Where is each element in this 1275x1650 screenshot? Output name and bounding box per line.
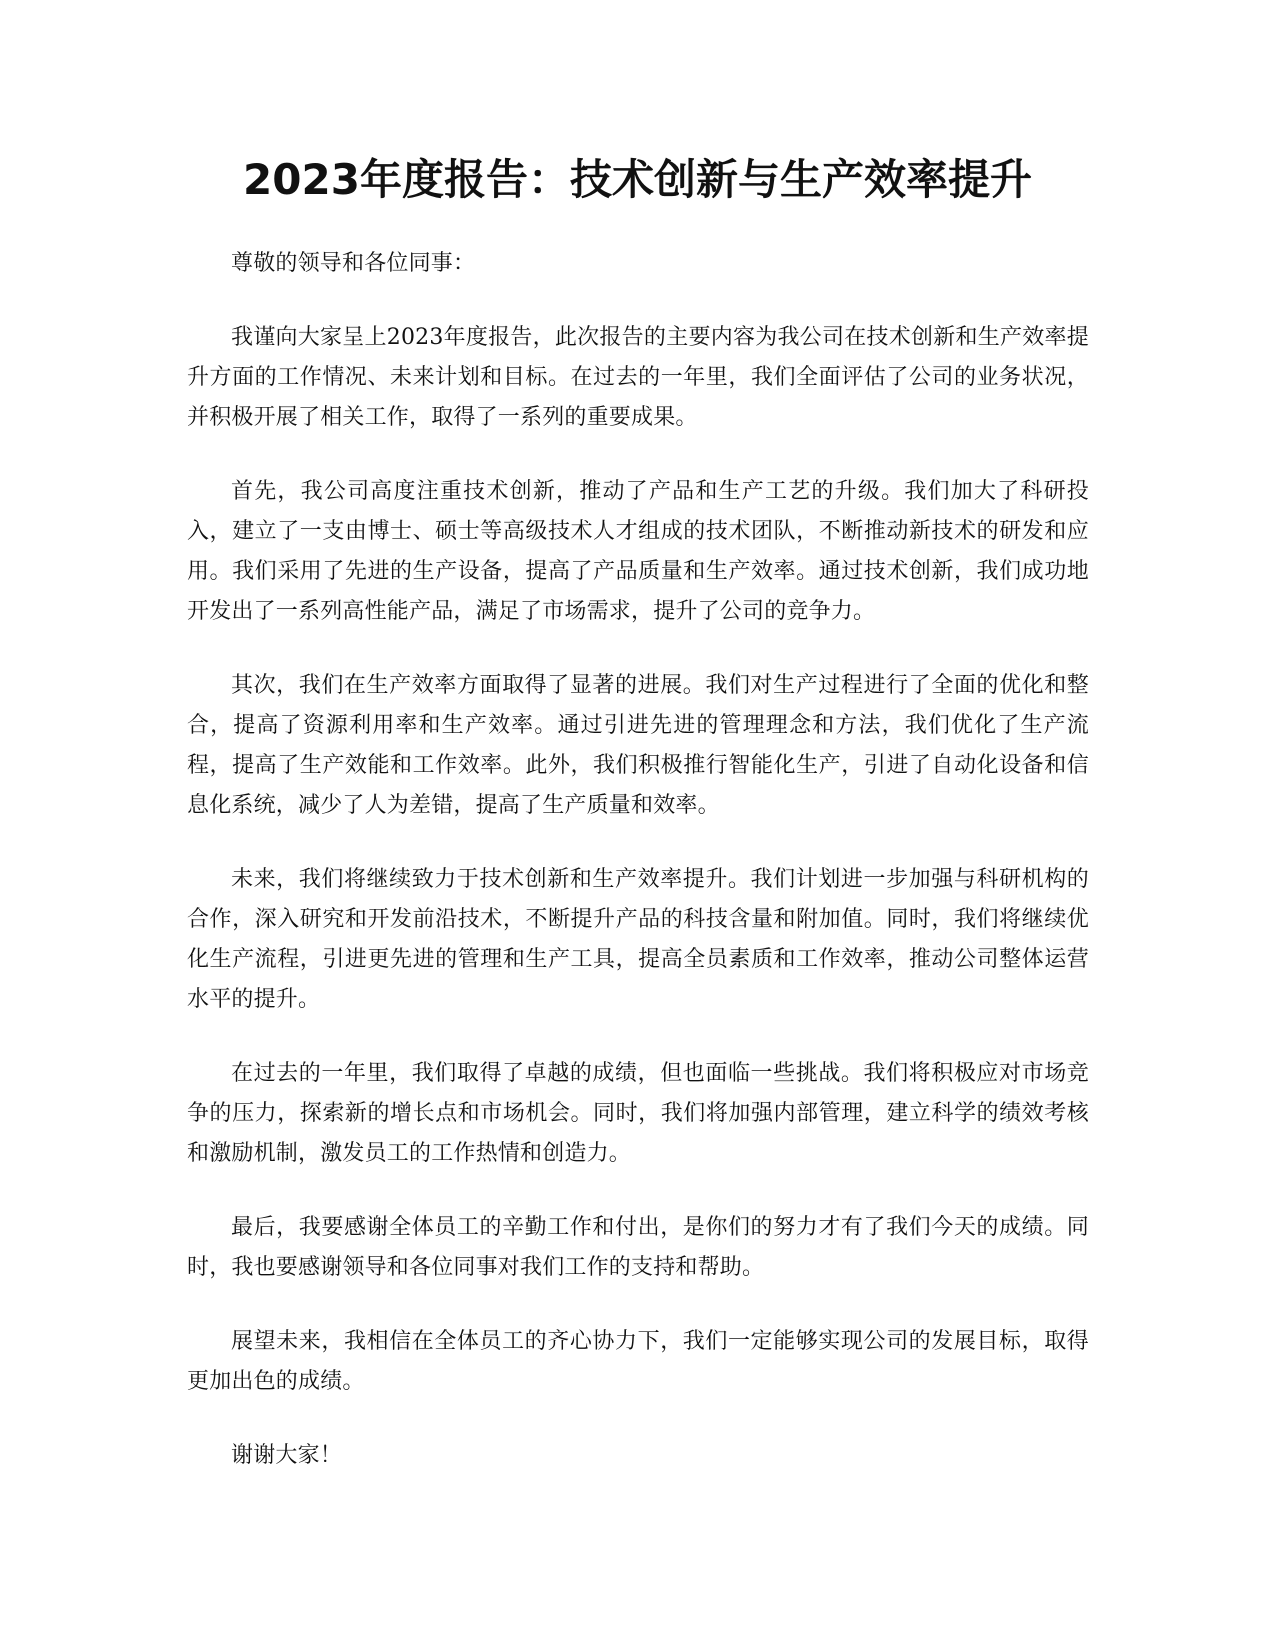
document-body bbox=[187, 244, 1089, 1510]
paragraph-thanks: 最后，我要感谢全体员工的辛勤工作和付出，是你们的努力才有了我们今天的成绩。同时，我也要感谢领导和各位同事对我们工作的支持和帮助。 bbox=[187, 1215, 1089, 1280]
paragraph-challenges: 在过去的一年里，我们取得了卓越的成绩，但也面临一些挑战。我们将积极应对市场竞争的压力，探索新的增长点和市场机会。同时，我们将加强内部管理，建立科学的绩效考核和激励机制，激发员工的工作热情和创造力。 bbox=[187, 1061, 1089, 1166]
paragraph-efficiency: 其次，我们在生产效率方面取得了显著的进展。我们对生产过程进行了全面的优化和整合，提高了资源利用率和生产效率。通过引进先进的管理理念和方法，我们优化了生产流程，提高了生产效能和工作效率。此外，我们积极推行智能化生产，引进了自动化设备和信息化系统，减少了人为差错，提高了生产质量和效率。 bbox=[187, 673, 1089, 818]
document-title: 2023年度报告：技术创新与生产效率提升 bbox=[243, 155, 1032, 204]
paragraph-outlook: 展望未来，我相信在全体员工的齐心协力下，我们一定能够实现公司的发展目标，取得更加出色的成绩。 bbox=[187, 1329, 1089, 1394]
paragraph-intro: 我谨向大家呈上2023年度报告，此次报告的主要内容为我公司在技术创新和生产效率提升方面的工作情况、未来计划和目标。在过去的一年里，我们全面评估了公司的业务状况，并积极开展了相关工作，取得了一系列的重要成果。 bbox=[187, 325, 1089, 430]
closing: 谢谢大家！ bbox=[231, 1443, 343, 1468]
salutation: 尊敬的领导和各位同事： bbox=[231, 251, 476, 276]
paragraph-future: 未来，我们将继续致力于技术创新和生产效率提升。我们计划进一步加强与科研机构的合作，深入研究和开发前沿技术，不断提升产品的科技含量和附加值。同时，我们将继续优化生产流程，引进更先进的管理和生产工具，提高全员素质和工作效率，推动公司整体运营水平的提升。 bbox=[187, 867, 1089, 1012]
paragraph-technology: 首先，我公司高度注重技术创新，推动了产品和生产工艺的升级。我们加大了科研投入，建立了一支由博士、硕士等高级技术人才组成的技术团队，不断推动新技术的研发和应用。我们采用了先进的生产设备，提高了产品质量和生产效率。通过技术创新，我们成功地开发出了一系列高性能产品，满足了市场需求，提升了公司的竞争力。 bbox=[187, 479, 1089, 624]
